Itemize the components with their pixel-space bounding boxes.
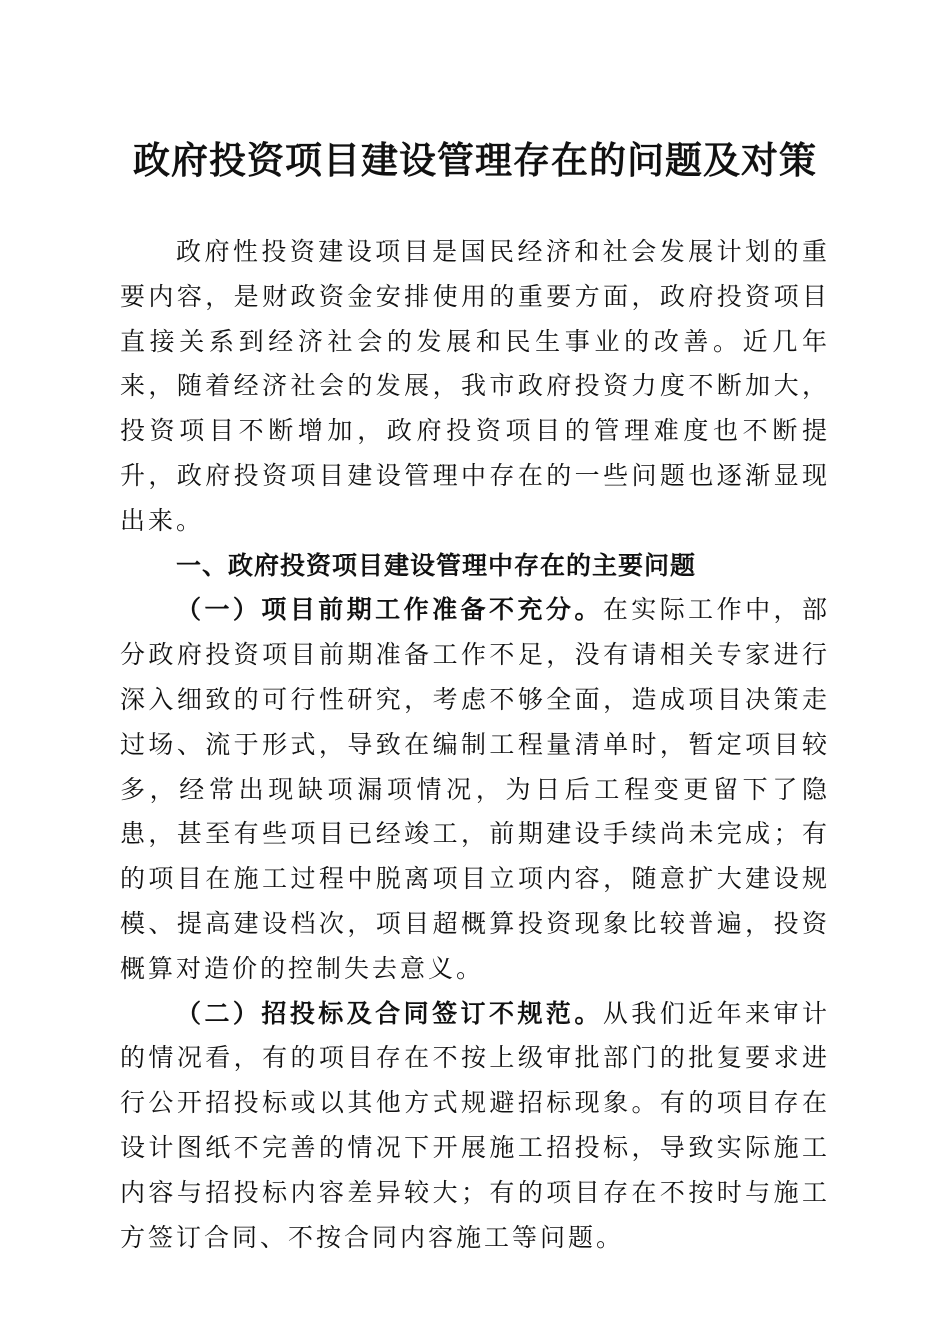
subsection-paragraph-1 <box>120 588 830 991</box>
document-title: 政府投资项目建设管理存在的问题及对策 <box>133 138 817 182</box>
subsection-lead: （一）项目前期工作准备不充分。 <box>176 595 603 625</box>
intro-paragraph: 政府性投资建设项目是国民经济和社会发展计划的重要内容，是财政资金安排使用的重要方面，政府投资项目直接关系到经济社会的发展和民生事业的改善。近几年来，随着经济社会的发展，我市政府投资力度不断加大，投资项目不断增加，政府投资项目的管理难度也不断提升，政府投资项目建设管理中存在的一些问题也逐渐显现出来。 <box>120 237 830 535</box>
section-heading: 一、政府投资项目建设管理中存在的主要问题 <box>176 550 697 580</box>
subsection-text: 在实际工作中，部分政府投资项目前期准备工作不足，没有请相关专家进行深入细致的可行性研究，考虑不够全面，造成项目决策走过场、流于形式，导致在编制工程量清单时，暂定项目较多，经常出现缺项漏项情况，为日后工程变更留下了隐患，甚至有些项目已经竣工，前期建设手续尚未完成；有的项目在施工过程中脱离项目立项内容，随意扩大建设规模、提高建设档次，项目超概算投资现象比较普遍，投资概算对造价的控制失去意义。 <box>120 595 830 983</box>
subsection-paragraph-2 <box>120 992 830 1261</box>
subsection-text: 从我们近年来审计的情况看，有的项目存在不按上级审批部门的批复要求进行公开招投标或以其他方式规避招标现象。有的项目存在设计图纸不完善的情况下开展施工招投标，导致实际施工内容与招投标内容差异较大；有的项目存在不按时与施工方签订合同、不按合同内容施工等问题。 <box>120 998 830 1252</box>
subsection-lead: （二）招投标及合同签订不规范。 <box>176 998 603 1028</box>
document-body <box>120 230 830 1260</box>
